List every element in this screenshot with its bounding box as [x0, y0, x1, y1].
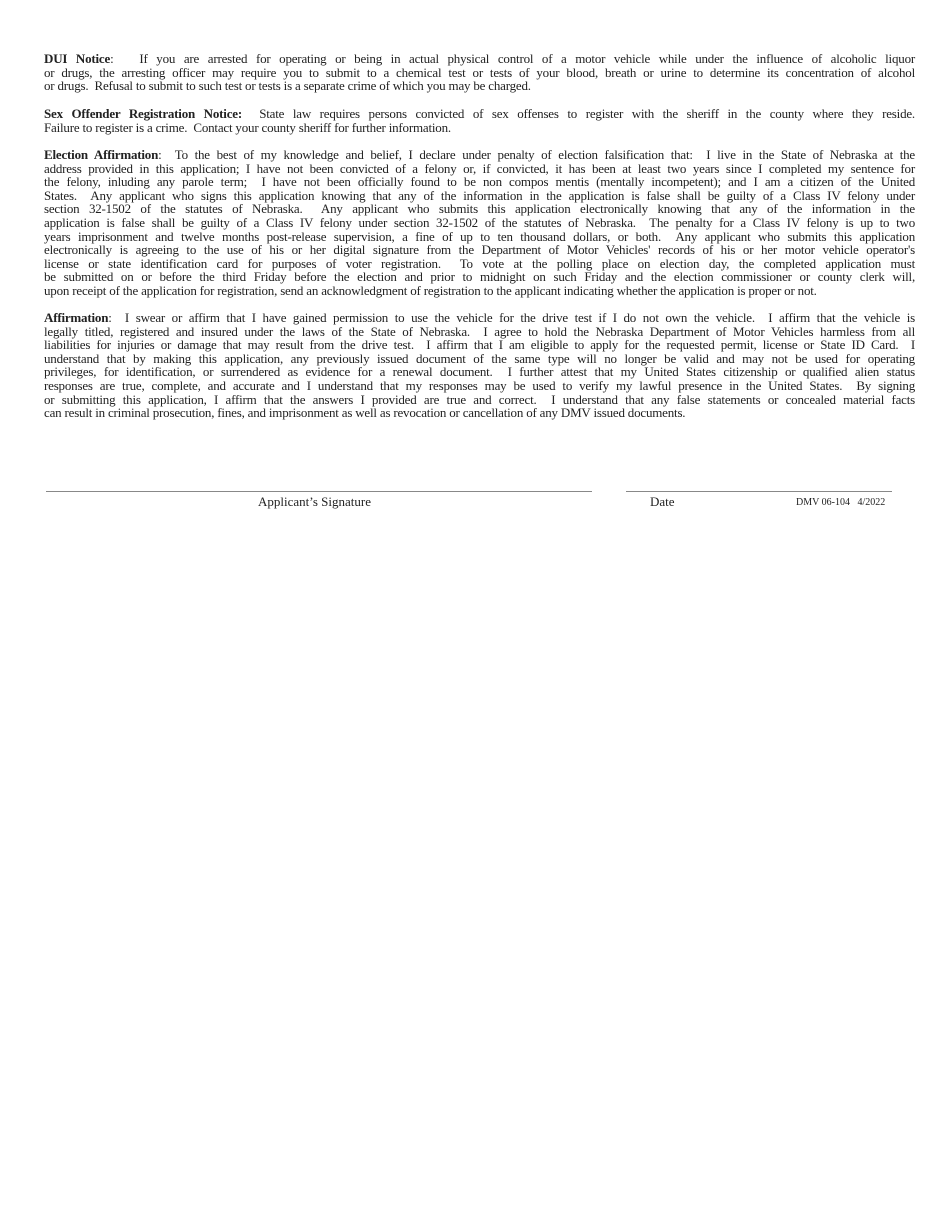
line-text: : I swear or affirm that I have gained permission to use the vehicle for the drive test if I do not own the vehicle. I affirm that the vehicle is — [108, 310, 915, 325]
line-text: States. Any applicant who signs this application knowing that any of the information in the application is false shall be guilty of a Class IV felony under — [44, 187, 915, 203]
date-label: Date — [650, 494, 675, 509]
line-text: understand that by making this application, any previously issued document of the same type will no longer be valid and may not be used for operating — [44, 350, 915, 366]
text-line — [44, 202, 915, 216]
text-line — [44, 52, 915, 66]
text-line — [44, 311, 915, 325]
line-text: be submitted on or before the third Friday before the election and prior to midnight on such Friday and the election commissioner or county clerk will, — [44, 269, 915, 285]
text-line — [44, 148, 915, 162]
line-text: years imprisonment and twelve months post-release supervision, a fine of up to ten thousand dollars, or both. Any applicant who submits this application — [44, 228, 915, 244]
text-line — [44, 365, 915, 379]
text-line — [44, 121, 915, 135]
section-label: Affirmation — [44, 310, 109, 325]
date-line[interactable] — [626, 491, 892, 492]
text-line — [44, 107, 915, 121]
sex-offender-notice — [44, 107, 915, 134]
section-label: DUI Notice — [44, 51, 111, 66]
line-text: responses are true, complete, and accurate and I understand that my responses may be used to verify my lawful presence in the United States. By signing — [44, 377, 915, 393]
text-line — [44, 393, 915, 407]
line-text: can result in criminal prosecution, fines, and imprisonment as well as revocation or cancellation of any DMV issued documents. — [44, 405, 686, 421]
applicant-signature-line[interactable] — [46, 491, 592, 492]
text-line — [44, 270, 915, 284]
section-label: Election Affirmation — [44, 147, 159, 162]
line-text: Failure to register is a crime. Contact your county sheriff for further information. — [44, 119, 451, 135]
text-line — [44, 230, 915, 244]
line-text: liabilities for injuries or damage that may result from the drive test. I affirm that I am eligible to apply for the requested permit, license or State ID Card. I — [44, 337, 915, 353]
line-text: : If you are arrested for operating or being in actual physical control of a motor vehicle while under the influence of alcoholic liquor — [110, 51, 915, 66]
section-label: Sex Offender Registration Notice: — [44, 106, 242, 121]
text-line — [44, 379, 915, 393]
text-line — [44, 189, 915, 203]
line-text: address provided in this application; I have not been convicted of a felony or, if convicted, it has been at least two years since I completed my sentence for — [44, 160, 915, 176]
line-text: upon receipt of the application for registration, send an acknowledgment of registration to the applicant indicating whether the application is proper or not. — [44, 282, 817, 298]
line-text: or drugs, the arresting officer may require you to submit to a chemical test or tests of your blood, breath or urine to determine its concentration of alcohol — [44, 64, 915, 80]
text-line — [44, 257, 915, 271]
text-line — [44, 243, 915, 257]
text-line — [44, 284, 915, 298]
line-text: electronically is agreeing to the use of his or her digital signature from the Department of Motor Vehicles' records of his or her motor vehicle operator's — [44, 242, 915, 258]
text-line — [44, 79, 915, 93]
line-text: application is false shall be guilty of a Class IV felony under section 32-1502 of the statutes of Nebraska. The penalty for a Class IV felony is up to two — [44, 214, 915, 230]
text-line — [44, 406, 915, 420]
line-text: the felony, inluding any parole term; I have not been officially found to be non compos mentis (mentally incompetent); and I am a citizen of the United — [44, 174, 915, 190]
text-line — [44, 175, 915, 189]
line-text: State law requires persons convicted of sex offenses to register with the sheriff in the county where they reside. — [241, 106, 915, 121]
line-text: section 32-1502 of the statutes of Nebraska. Any applicant who submits this application electronically knowing that any of the information in the — [44, 201, 915, 217]
line-text: privileges, for identification, or surrendered as evidence for a renewal document. I further attest that my United States citizenship or qualified alien status — [44, 364, 915, 380]
applicant-signature-label: Applicant’s Signature — [258, 494, 372, 509]
text-line — [44, 325, 915, 339]
line-text: : To the best of my knowledge and belief, I declare under penalty of election falsification that: I live in the State of Nebraska at the — [158, 147, 915, 162]
text-line — [44, 216, 915, 230]
line-text: license or state identification card for purposes of voter registration. To vote at the polling place on election day, the completed application must — [44, 255, 915, 271]
text-line — [44, 66, 915, 80]
text-line — [44, 338, 915, 352]
line-text: or drugs. Refusal to submit to such test or tests is a separate crime of which you may be charged. — [44, 78, 531, 94]
dui-notice — [44, 52, 915, 93]
line-text: legally titled, registered and insured under the laws of the State of Nebraska. I agree to hold the Nebraska Department of Motor Vehicles harmless from all — [44, 323, 915, 339]
form-number: DMV 06-104 4/2022 — [796, 497, 886, 508]
election-affirmation — [44, 148, 915, 298]
line-text: or submitting this application, I affirm that the answers I provided are true and correct. I understand that any false statements or concealed material facts — [44, 391, 915, 407]
affirmation — [44, 311, 915, 420]
text-line — [44, 352, 915, 366]
text-line — [44, 162, 915, 176]
